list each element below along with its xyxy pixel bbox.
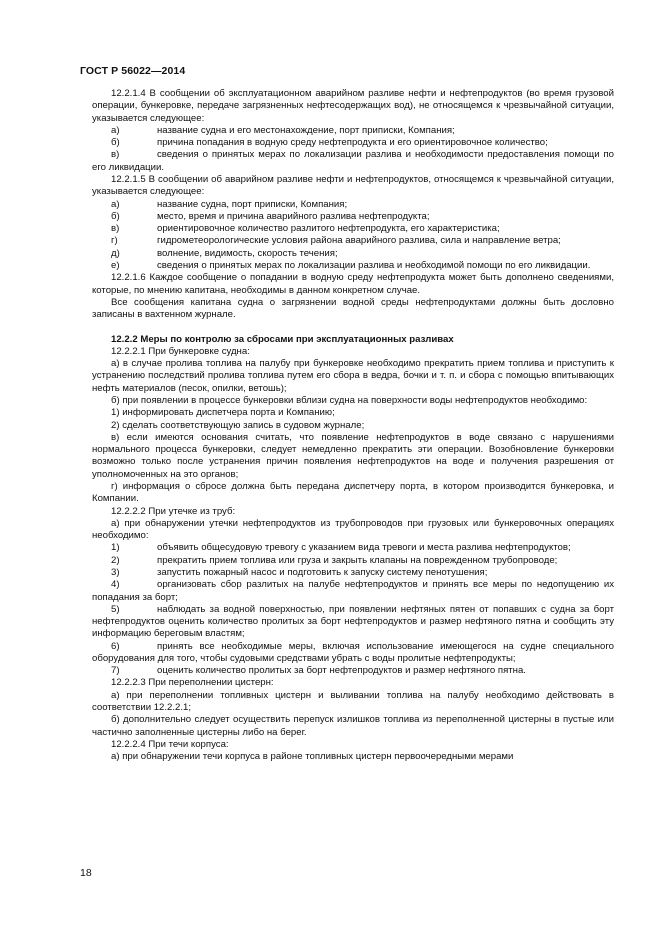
paragraph: а) в случае пролива топлива на палубу при бункеровке необходимо прекратить прием топлива и приступить к устранению последствий пролива топлива путем его сбора в ведра, бочки и т. п. и сбора с помощью впитывающих нефть материалов (песок, опилки, ветошь); bbox=[92, 358, 614, 394]
list-item-label: б) bbox=[111, 137, 120, 149]
page-number: 18 bbox=[80, 867, 92, 879]
paragraph: 12.2.1.6 Каждое сообщение о попадании в водную среду нефтепродукта может быть дополнено сведениями, которые, по мнению капитана, необходимы в данном конкретном случае. bbox=[92, 272, 614, 296]
paragraph: в) если имеются основания считать, что появление нефтепродуктов в воде связано с нарушениями нормального процесса бункеровки, следует немедленно прекратить эти операции. Возобновление бункеровки возможно только после устранения причин появления нефтепродуктов на воде и получения разрешения от уполномоченных на это органов; bbox=[92, 431, 614, 480]
list-item-text: название судна, порт приписки, Компания; bbox=[157, 198, 348, 210]
list-item bbox=[92, 579, 614, 604]
list-item-label: е) bbox=[111, 259, 120, 271]
list-item-text: прекратить прием топлива или груза и закрыть клапаны на поврежденном трубопроводе; bbox=[157, 554, 558, 566]
list-item-text: наблюдать за водной поверхностью, при появлении нефтяных пятен от попавших с судна за борт нефтепродуктов оценить количество пролитых за борт нефтепродуктов и размер нефтяного пятна и сообщить эту информацию береговым властям; bbox=[92, 603, 614, 640]
list-item bbox=[92, 665, 614, 677]
paragraph: 12.2.1.4 В сообщении об эксплуатационном аварийном разливе нефти и нефтепродуктов (во время грузовой операции, бункеровке, передаче загрязненных нефтесодержащих вод), не относящемся к чрезвычайной ситуации, указывается следующее: bbox=[92, 88, 614, 124]
paragraph: 12.2.2.3 При переполнении цистерн: bbox=[111, 677, 274, 689]
list-item-label: в) bbox=[111, 223, 120, 235]
paragraph: а) при переполнении топливных цистерн и выливании топлива на палубу необходимо действовать в соответствии 12.2.2.1; bbox=[92, 689, 614, 714]
paragraph: 2) сделать соответствующую запись в судовом журнале; bbox=[111, 419, 365, 431]
list-item-text: волнение, видимость, скорость течения; bbox=[157, 247, 338, 259]
list-item-text: запустить пожарный насос и подготовить к запуску систему пенотушения; bbox=[157, 566, 488, 578]
list-item-text: название судна и его местонахождение, порт приписки, Компания; bbox=[157, 124, 455, 136]
list-item bbox=[92, 137, 614, 149]
document-body bbox=[92, 88, 614, 763]
list-item-text: организовать сбор разлитых на палубе нефтепродуктов и принять все меры по недопущению их попадания за борт; bbox=[92, 579, 614, 603]
list-item-label: в) bbox=[111, 149, 120, 161]
list-item-text: сведения о принятых мерах по локализации разлива и необходимой помощи по его ликвидации. bbox=[157, 259, 591, 271]
list-item-label: а) bbox=[111, 198, 120, 210]
list-item bbox=[92, 641, 614, 666]
list-item-label: г) bbox=[111, 235, 118, 247]
list-item-label: 3) bbox=[111, 566, 120, 578]
list-item bbox=[92, 125, 614, 137]
list-item bbox=[92, 542, 614, 554]
list-item-label: 6) bbox=[111, 640, 120, 652]
list-item bbox=[92, 211, 614, 223]
list-item-text: ориентировочное количество разлитого нефтепродукта, его характеристика; bbox=[157, 223, 500, 235]
list-item-label: а) bbox=[111, 124, 120, 136]
list-item bbox=[92, 149, 614, 174]
paragraph: 1) информировать диспетчера порта и Компанию; bbox=[111, 407, 335, 419]
paragraph: б) при появлении в процессе бункеровки вблизи судна на поверхности воды нефтепродуктов необходимо: bbox=[111, 395, 588, 407]
list-item bbox=[92, 223, 614, 235]
list-item bbox=[92, 235, 614, 247]
document-header: ГОСТ Р 56022—2014 bbox=[80, 65, 186, 77]
list-item-text: объявить общесудовую тревогу с указанием вида тревоги и места разлива нефтепродуктов; bbox=[157, 542, 571, 554]
list-item-label: 2) bbox=[111, 554, 120, 566]
list-item-text: сведения о принятых мерах по локализации разлива и необходимости предоставления помощи по его ликвидации. bbox=[92, 149, 614, 173]
list-item-label: 5) bbox=[111, 603, 120, 615]
list-item-label: 1) bbox=[111, 542, 120, 554]
list-item-label: д) bbox=[111, 247, 120, 259]
list-item-text: место, время и причина аварийного разлива нефтепродукта; bbox=[157, 210, 430, 222]
section-subheading: 12.2.2 Меры по контролю за сбросами при эксплуатационных разливах bbox=[111, 333, 454, 345]
list-item-text: причина попадания в водную среду нефтепродукта и его ориентировочное количество; bbox=[157, 137, 548, 149]
list-item bbox=[92, 199, 614, 211]
list-item-text: оценить количество пролитых за борт нефтепродуктов и размер нефтяного пятна. bbox=[157, 665, 526, 677]
list-item bbox=[92, 555, 614, 567]
list-item-label: 4) bbox=[111, 579, 120, 591]
paragraph: 12.2.1.5 В сообщении об аварийном разливе нефти и нефтепродуктов, относящемся к чрезвычайной ситуации, указывается следующее: bbox=[92, 173, 614, 198]
paragraph: а) при обнаружении течи корпуса в районе топливных цистерн первоочередными мерами bbox=[111, 751, 514, 763]
list-item bbox=[92, 604, 614, 641]
list-item bbox=[92, 260, 614, 272]
list-item-text: принять все необходимые меры, включая использование имеющегося на судне специального оборудования для того, чтобы судовыми средствами убрать с воды пролитые нефтепродукты; bbox=[92, 640, 614, 664]
list-item-text: гидрометеорологические условия района аварийного разлива, сила и направление ветра; bbox=[157, 235, 561, 247]
paragraph: 12.2.2.1 При бункеровке судна: bbox=[111, 345, 250, 357]
list-item-label: б) bbox=[111, 210, 120, 222]
paragraph: г) информация о сбросе должна быть передана диспетчеру порта, в котором производится бункеровка, и Компании. bbox=[92, 480, 614, 505]
list-item bbox=[92, 567, 614, 579]
list-item bbox=[92, 248, 614, 260]
paragraph: б) дополнительно следует осуществить перепуск излишков топлива из переполненной цистерны в пустые или частично заполненные цистерны либо на берег. bbox=[92, 714, 614, 738]
paragraph: а) при обнаружении утечки нефтепродуктов из трубопроводов при грузовых или бункеровочных операциях необходимо: bbox=[92, 517, 614, 542]
list-item-label: 7) bbox=[111, 665, 120, 677]
paragraph: 12.2.2.2 При утечке из труб: bbox=[111, 505, 236, 517]
paragraph: 12.2.2.4 При течи корпуса: bbox=[111, 738, 229, 750]
paragraph: Все сообщения капитана судна о загрязнении водной среды нефтепродуктами должны быть дословно записаны в вахтенном журнале. bbox=[92, 296, 614, 321]
